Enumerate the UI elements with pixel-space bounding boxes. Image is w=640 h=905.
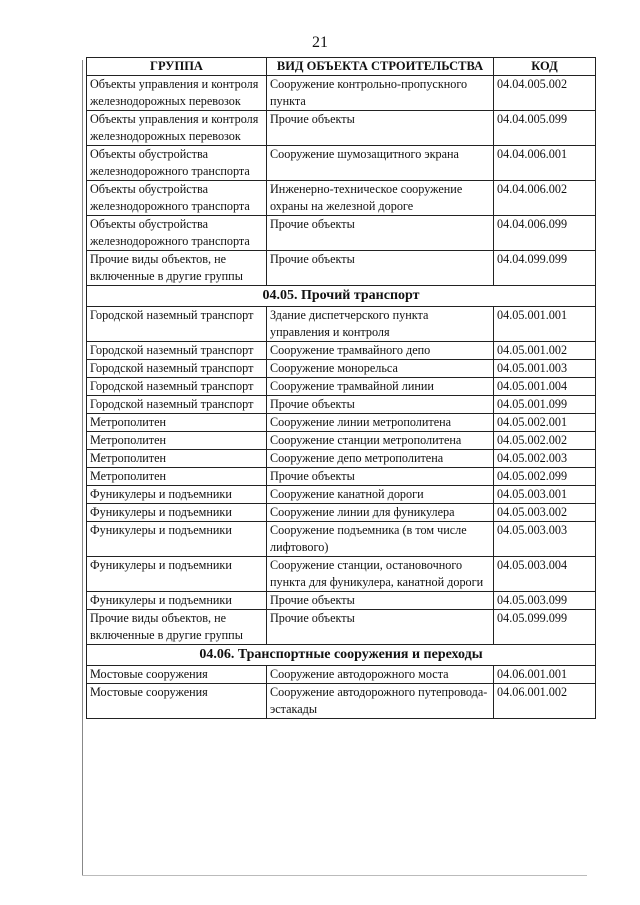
cell-code: 04.05.002.003 <box>494 450 596 468</box>
cell-code: 04.04.006.002 <box>494 181 596 216</box>
table-row <box>87 610 596 645</box>
section-title: 04.05. Прочий транспорт <box>87 286 596 307</box>
cell-code: 04.04.005.002 <box>494 76 596 111</box>
cell-group: Метрополитен <box>87 450 267 468</box>
page-edge-line <box>82 60 83 875</box>
cell-kind: Сооружение трамвайного депо <box>267 342 494 360</box>
cell-code: 04.05.003.004 <box>494 557 596 592</box>
cell-kind: Прочие объекты <box>267 111 494 146</box>
table-row <box>87 450 596 468</box>
table-row <box>87 486 596 504</box>
section-header-row <box>87 286 596 307</box>
cell-code: 04.04.006.099 <box>494 216 596 251</box>
cell-kind: Сооружение линии метрополитена <box>267 414 494 432</box>
cell-code: 04.05.003.002 <box>494 504 596 522</box>
table-row <box>87 557 596 592</box>
cell-kind: Прочие объекты <box>267 396 494 414</box>
cell-group: Фуникулеры и подъемники <box>87 557 267 592</box>
cell-kind: Прочие объекты <box>267 216 494 251</box>
cell-group: Фуникулеры и подъемники <box>87 504 267 522</box>
cell-code: 04.05.003.003 <box>494 522 596 557</box>
cell-kind: Сооружение контрольно-пропускного пункта <box>267 76 494 111</box>
section-title: 04.06. Транспортные сооружения и переходы <box>87 645 596 666</box>
page-number: 21 <box>312 34 328 51</box>
table-row <box>87 146 596 181</box>
table-header-row <box>87 58 596 76</box>
cell-group: Городской наземный транспорт <box>87 378 267 396</box>
table-row <box>87 432 596 450</box>
header-kind: ВИД ОБЪЕКТА СТРОИТЕЛЬСТВА <box>267 58 494 76</box>
cell-code: 04.04.006.001 <box>494 146 596 181</box>
table-row <box>87 504 596 522</box>
table-body <box>87 76 596 719</box>
cell-group: Объекты обустройства железнодорожного транспорта <box>87 146 267 181</box>
cell-code: 04.06.001.002 <box>494 684 596 719</box>
table-row <box>87 592 596 610</box>
section-header-row <box>87 645 596 666</box>
table-row <box>87 468 596 486</box>
cell-group: Метрополитен <box>87 414 267 432</box>
cell-group: Фуникулеры и подъемники <box>87 486 267 504</box>
table-row <box>87 684 596 719</box>
cell-group: Прочие виды объектов, не включенные в другие группы <box>87 251 267 286</box>
cell-kind: Здание диспетчерского пункта управления и контроля <box>267 307 494 342</box>
page-bottom-rule <box>82 875 587 876</box>
cell-code: 04.04.005.099 <box>494 111 596 146</box>
cell-kind: Сооружение трамвайной линии <box>267 378 494 396</box>
cell-group: Фуникулеры и подъемники <box>87 592 267 610</box>
table-row <box>87 414 596 432</box>
cell-code: 04.06.001.001 <box>494 666 596 684</box>
table-row <box>87 181 596 216</box>
cell-group: Городской наземный транспорт <box>87 342 267 360</box>
cell-group: Городской наземный транспорт <box>87 307 267 342</box>
cell-group: Метрополитен <box>87 432 267 450</box>
cell-group: Фуникулеры и подъемники <box>87 522 267 557</box>
table-row <box>87 76 596 111</box>
cell-code: 04.05.002.099 <box>494 468 596 486</box>
cell-code: 04.05.001.004 <box>494 378 596 396</box>
cell-code: 04.05.002.002 <box>494 432 596 450</box>
cell-kind: Прочие объекты <box>267 592 494 610</box>
cell-kind: Сооружение автодорожного путепровода-эстакады <box>267 684 494 719</box>
cell-kind: Сооружение станции метрополитена <box>267 432 494 450</box>
cell-group: Мостовые сооружения <box>87 666 267 684</box>
table-row <box>87 360 596 378</box>
table-row <box>87 342 596 360</box>
cell-group: Метрополитен <box>87 468 267 486</box>
cell-kind: Прочие объекты <box>267 610 494 645</box>
cell-code: 04.05.002.001 <box>494 414 596 432</box>
cell-kind: Сооружение подъемника (в том числе лифтового) <box>267 522 494 557</box>
table-row <box>87 307 596 342</box>
table-row <box>87 251 596 286</box>
table-row <box>87 111 596 146</box>
cell-group: Прочие виды объектов, не включенные в другие группы <box>87 610 267 645</box>
cell-group: Объекты управления и контроля железнодорожных перевозок <box>87 111 267 146</box>
cell-kind: Сооружение станции, остановочного пункта для фуникулера, канатной дороги <box>267 557 494 592</box>
cell-code: 04.05.001.001 <box>494 307 596 342</box>
cell-kind: Сооружение канатной дороги <box>267 486 494 504</box>
header-group: ГРУППА <box>87 58 267 76</box>
cell-code: 04.05.003.099 <box>494 592 596 610</box>
cell-group: Городской наземный транспорт <box>87 396 267 414</box>
cell-code: 04.05.001.099 <box>494 396 596 414</box>
cell-kind: Сооружение автодорожного моста <box>267 666 494 684</box>
classification-table <box>86 57 596 719</box>
table-row <box>87 396 596 414</box>
cell-group: Городской наземный транспорт <box>87 360 267 378</box>
cell-code: 04.05.003.001 <box>494 486 596 504</box>
cell-code: 04.05.099.099 <box>494 610 596 645</box>
cell-kind: Прочие объекты <box>267 251 494 286</box>
cell-kind: Сооружение монорельса <box>267 360 494 378</box>
cell-code: 04.04.099.099 <box>494 251 596 286</box>
table-row <box>87 378 596 396</box>
table-row <box>87 522 596 557</box>
header-code: КОД <box>494 58 596 76</box>
cell-group: Объекты обустройства железнодорожного транспорта <box>87 216 267 251</box>
cell-kind: Сооружение шумозащитного экрана <box>267 146 494 181</box>
cell-code: 04.05.001.002 <box>494 342 596 360</box>
cell-kind: Сооружение депо метрополитена <box>267 450 494 468</box>
cell-kind: Прочие объекты <box>267 468 494 486</box>
cell-group: Объекты обустройства железнодорожного транспорта <box>87 181 267 216</box>
cell-kind: Сооружение линии для фуникулера <box>267 504 494 522</box>
cell-group: Объекты управления и контроля железнодорожных перевозок <box>87 76 267 111</box>
cell-kind: Инженерно-техническое сооружение охраны на железной дороге <box>267 181 494 216</box>
table-row <box>87 666 596 684</box>
cell-code: 04.05.001.003 <box>494 360 596 378</box>
table-row <box>87 216 596 251</box>
cell-group: Мостовые сооружения <box>87 684 267 719</box>
